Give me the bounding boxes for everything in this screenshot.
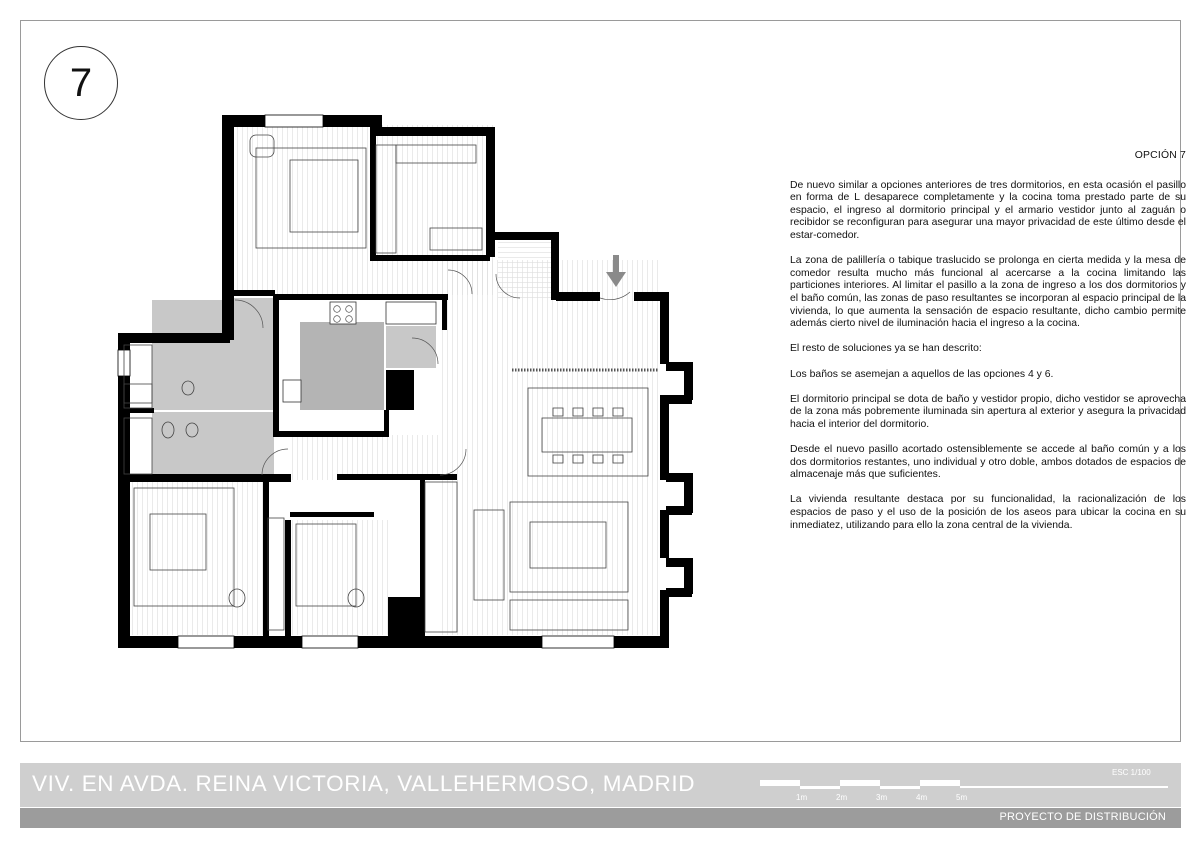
- scale-tick-label: 5m: [956, 793, 968, 802]
- scale-tick-label: 3m: [876, 793, 888, 802]
- option-number-badge: 7: [44, 46, 118, 120]
- scale-label: ESC 1/100: [1112, 768, 1151, 777]
- scale-tick-label: 4m: [916, 793, 928, 802]
- description-panel: [790, 150, 1186, 545]
- scale-tick-label: 1m: [796, 793, 808, 802]
- description-paragraph: La vivienda resultante destaca por su funcionalidad, la racionalización de los espacios de paso y el uso de la posición de los aseos para ubicar la cocina en su inmediatez, utilizando para ello la zona central de la vivienda.: [790, 494, 1186, 531]
- floor-plan: [110, 110, 710, 655]
- scale-line: [960, 786, 1168, 788]
- description-paragraph: Los baños se asemejan a aquellos de las opciones 4 y 6.: [790, 368, 1054, 380]
- scale-segment: [920, 780, 960, 786]
- sheet-title: VIV. EN AVDA. REINA VICTORIA, VALLEHERMOSO, MADRID: [32, 771, 696, 796]
- option-heading: OPCIÓN 7: [1134, 150, 1186, 161]
- scale-segment: [840, 780, 880, 786]
- scale-segment: [760, 780, 800, 786]
- description-paragraph: De nuevo similar a opciones anteriores de tres dormitorios, en esta ocasión el pasillo en forma de L desaparece completamente y la cocina toma prestado parte de su espacio, el ingreso al dormitorio principal y el armario vestidor junto al zaguán o recibidor se reconfiguran para asegurar una mayor privacidad de este último desde el estar-comedor.: [790, 179, 1186, 241]
- scale-segment: [800, 786, 840, 789]
- description-paragraph: La zona de palillería o tabique traslucido se prolonga en cierta medida y la mesa de comedor resulta mucho más funcional al acercarse a la cocina limitando las particiones interiores. Al limitar el pasillo a la zona de ingreso a los dos dormitorios y el baño común, las zonas de paso resultantes se incorporan al espacio principal de la vivienda, lo que aumenta la sensación de espacio resultante, dicho cambio permite además cierto nivel de iluminación hacia el ingreso a la cocina.: [790, 255, 1186, 330]
- graphic-scale: [760, 776, 1170, 802]
- scale-tick-label: 2m: [836, 793, 848, 802]
- project-type-label: PROYECTO DE DISTRIBUCIÓN: [999, 811, 1166, 823]
- description-paragraph: El resto de soluciones ya se han descrito:: [790, 343, 982, 355]
- description-paragraph: El dormitorio principal se dota de baño y vestidor propio, dicho vestidor se aprovecha de la zona más pobremente iluminada sin apertura al exterior y asegura la privacidad hacia el interior del dormitorio.: [790, 393, 1186, 430]
- description-paragraph: Desde el nuevo pasillo acortado ostensiblemente se accede al baño común y a los dos dormitorios restantes, uno individual y otro doble, ambos dotados de espacios de almacenaje más que suficientes.: [790, 444, 1186, 481]
- scale-segment: [880, 786, 920, 789]
